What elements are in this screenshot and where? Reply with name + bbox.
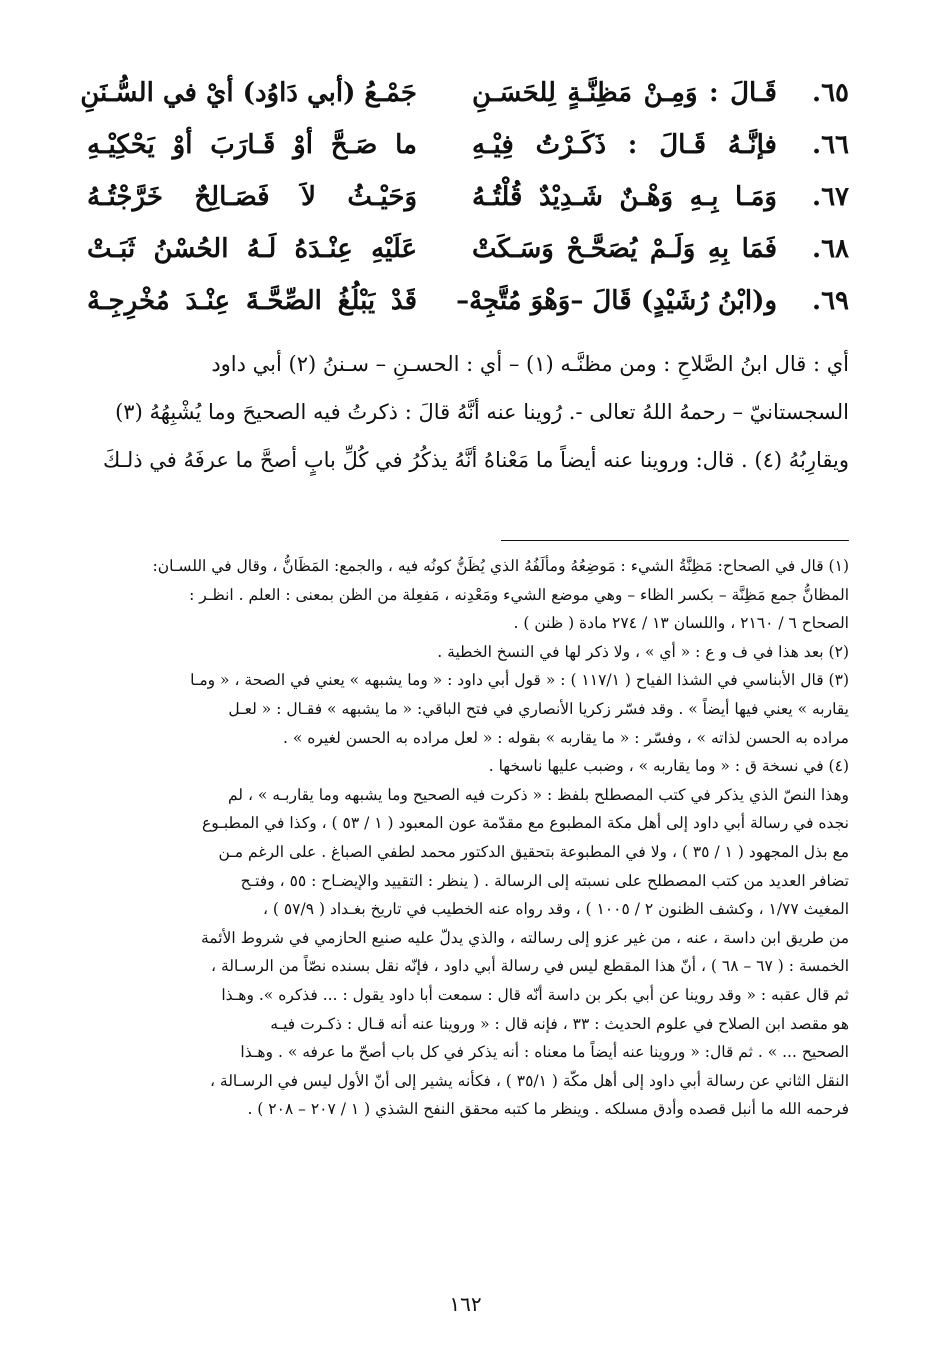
footnote-line: نجده في رسالة أبي داود إلى أهل مكة المطبوع مع مقدّمة عون المعبود ( ١ / ٥٣ ) ، وكذا في المطبـوع [202,814,849,833]
verse-number: ٦٩. [812,286,849,316]
commentary-paragraph [79,340,849,484]
verse-first-hemistich: فإنَّـهُ قَـالَ : ذَكَـرْتُ فِيْـهِ [472,130,777,160]
footnote-separator [501,540,849,541]
footnote-line: (١) قال في الصحاح: مَظِنَّةُ الشيء : مَوضِعُهُ ومألَفُهُ الذي يُظَنُّ كونُه فيه ، والجمع: المَظَانُّ ، وقال في اللسـان: [152,557,849,575]
footnote-line: مراده به الحسن لذاته » ، وفسّر : « ما يقاربه » بقوله : « لعل مراده به الحسن لغيره » . [283,728,849,747]
verse-number: ٦٨. [812,234,849,264]
verse-number: ٦٧. [812,182,849,212]
page-number: ١٦٢ [449,1292,482,1316]
footnote-line: فرحمه الله ما أنبل قصده وأدق مسلكه . وينظر ما كتبه محقق النفح الشذي ( ١ / ٢٠٧ – ٢٠٨ ) . [247,1100,849,1119]
footnote-line: الصحيح ... » . ثم قال: « وروينا عنه أيضاً ما معناه : أنه يذكر في كل باب أصحّ ما عرفه » . وهـذا [240,1043,849,1062]
footnotes-block [77,552,849,1124]
verse-first-hemistich: و(ابْنُ رُشَيْدٍ) قَالَ –وَهْوَ مُتَّجِهْ– [456,286,777,316]
verse-second-hemistich: قَدْ يَبْلُغُ الصِّحَّـةَ عِنْـدَ مُخْرِجِـهْ [87,286,417,316]
footnote-line: (٢) بعد هذا في ف و ع : « أي » ، ولا ذكر لها في النسخ الخطية . [437,642,849,661]
footnote-4 [77,752,849,1124]
verse-block [79,78,849,338]
verse-line [79,234,849,286]
footnote-line: الصحاح ٦ / ٢١٦٠ ، واللسان ١٣ / ٢٧٤ مادة ( ظنن ) . [513,614,849,633]
footnote-line: تضافر العديد من كتب المصطلح على نسبته إلى الرسالة . ( ينظر : التقييد والإيضـاح : ٥٥ ، وفتـح [240,871,849,890]
commentary-line: ويقارِبُهُ (٤) . قال: وروينا عنه أيضاً ما مَعْناهُ أنَّهُ يذكُرُ في كُلِّ بابٍ أصحَّ ما عرفَهُ في ذلـكَ [103,448,849,472]
footnote-line: (٤) في نسخة ق : « وما يقاربه » ، وضبب عليها ناسخها . [488,757,849,776]
verse-line [79,78,849,130]
footnote-2 [77,638,849,667]
verse-line [79,182,849,234]
commentary-line: أي : قال ابنُ الصَّلاحِ : ومن مظنَّـه (١) – أي : الحسـنِ – سـننُ (٢) أبي داود [211,352,849,376]
footnote-line: هو مقصد ابن الصلاح في علوم الحديث : ٣٣ ، فإنه قال : « وروينا عنه أنه قـال : ذكـرت فيـه [270,1014,849,1033]
footnote-line: المظانُّ جمع مَظِنَّة – بكسر الظاء – وهي موضع الشيء ومَعْدِنه ، مَفعِلة من الظن بمعنى : العلم . انظـر : [189,585,849,604]
footnote-line: مع بذل المجهود ( ١ / ٣٥ ) ، ولا في المطبوعة بتحقيق الدكتور محمد لطفي الصباغ . على الرغم مـن [218,842,849,861]
footnote-line: يقاربه » يعني فيها أيضاً » . وقد فسّر زكريا الأنصاري في فتح الباقي: « ما يشبهه » فقـال : « لعـل [228,699,849,718]
footnote-line: (٣) قال الأبناسي في الشذا الفياح ( ١١٧/١ ) : « قول أبي داود : « وما يشبهه » يعني في الصحة ، « ومـا [190,671,849,690]
verse-number: ٦٦. [812,130,849,160]
verse-second-hemistich: عَلَيْهِ عِنْـدَهُ لَـهُ الحُسْنُ ثَبَـتْ [87,234,417,264]
verse-line [79,130,849,182]
verse-first-hemistich: قَـالَ : وَمِـنْ مَظِنَّـةٍ لِلحَسَـنِ [472,78,777,108]
commentary-line: السجستانيّ – رحمهُ اللهُ تعالى -. رُوينا عنه أنَّهُ قالَ : ذكرتُ فيه الصحيحَ وما يُشْبِهُهُ (٣) [115,400,849,424]
footnote-3 [77,666,849,752]
verse-second-hemistich: جَمْـعُ (أبي دَاوُد) أيْ في السُّـنَنِ [80,78,417,108]
footnote-line: النقل الثاني عن رسالة أبي داود إلى أهل مكّة ( ٣٥/١ ) ، فكأنه يشير إلى أنّ الأول ليس في الرسـالة ، [209,1071,849,1090]
footnote-line: وهذا النصّ الذي يذكر في كتب المصطلح بلفظ : « ذكرت فيه الصحيح وما يشبهه وما يقاربـه » ، لم [227,785,849,804]
verse-first-hemistich: وَمَـا بِـهِ وَهْـنٌ شَـدِيْدٌ قُلْتُـهُ [472,182,777,212]
footnote-line: الخمسة : ( ٦٧ – ٦٨ ) ، أنّ هذا المقطع ليس في رسالة أبي داود ، فإنّه نقل بسنده نصّاً من الرسـالة ، [211,957,849,976]
verse-first-hemistich: فَمَا بِهِ وَلَـمْ يُصَحَّـحْ وَسَـكَتْ [472,234,777,264]
footnote-1 [77,552,849,638]
footnote-line: المغيث ١/٧٧ ، وكشف الظنون ٢ / ١٠٠٥ ) ، وقد رواه عنه الخطيب في تاريخ بغـداد ( ٥٧/٩ ) ، [262,900,849,919]
verse-second-hemistich: وَحَيْـثُ لاَ فَصَـالِحٌ خَرَّجْتُـهُ [87,182,417,212]
verse-number: ٦٥. [812,78,849,108]
verse-second-hemistich: ما صَـحَّ أوْ قَـارَبَ أوْ يَحْكِيْـهِ [87,130,417,160]
footnote-line: ثم قال عقبه : « وقد روينا عن أبي بكر بن داسة أنّه قال : سمعت أبا داود يقول : ... فذكره ». وهـذا [221,985,849,1004]
footnote-line: من طريق ابن داسة ، عنه ، من غير عزو إلى رسالته ، والذي يدلّ عليه صنيع الحازمي في شروط الأئمة [200,928,849,947]
verse-line [79,286,849,338]
